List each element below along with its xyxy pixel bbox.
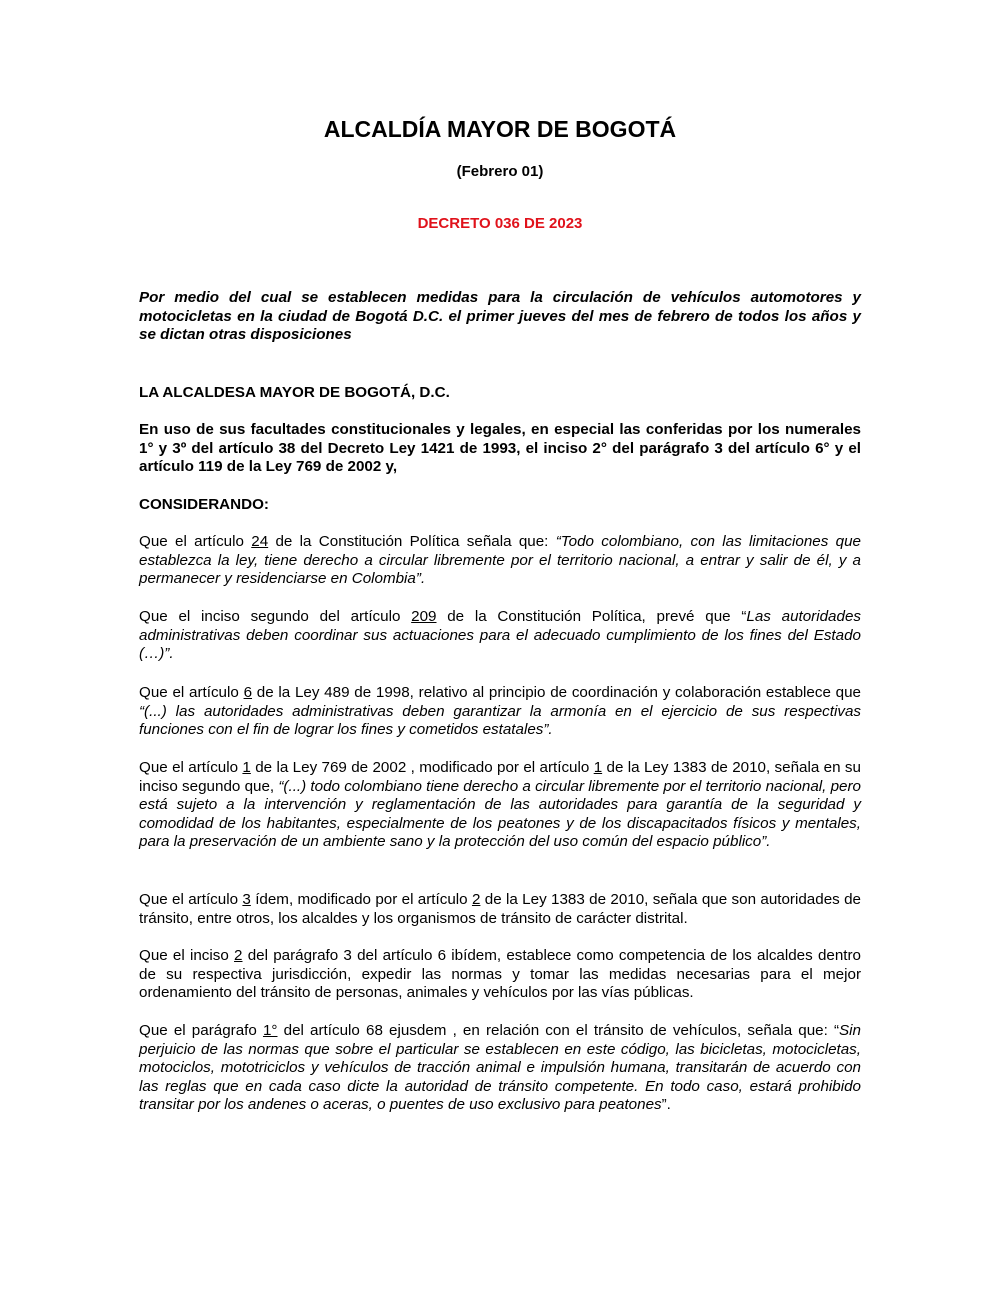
consideration-quote: Las autoridades administrativas deben coordinar sus actuaciones para el adecuado cumplimiento de los fines del Estado (…)”. (139, 608, 861, 663)
article-link[interactable]: 1 (593, 759, 603, 776)
consideration-paragraph (139, 891, 861, 928)
consideration-text: Que el artículo (139, 759, 243, 776)
consideration-text: Que el artículo (139, 684, 244, 701)
consideration-text: ”. (661, 1096, 671, 1114)
consideration-quote: “Todo colombiano, con las limitaciones que establezca la ley, tiene derecho a circular libremente por el territorio nacional, a entrar y salir de él, y a permanecer y residenciarse en Colombia”. (139, 533, 861, 588)
consideration-text: Que el inciso segundo del artículo (139, 608, 412, 625)
consideration-quote: Sin perjuicio de las normas que sobre el particular se establecen en este código, las bicicletas, motocicletas, motociclos, mototriciclos y vehículos de tracción animal e impulsión humana, transitarán de acuerdo con las reglas que en cada caso dicte la autoridad de tránsito competente. En todo caso, estará prohibido transitar por los andenes o aceras, o puentes de uso exclusivo para peatones (139, 1022, 861, 1114)
article-link[interactable]: 2 (471, 891, 481, 908)
consideration-text: de la Ley 1383 de 2010, señala que son autoridades de tránsito, entre otros, los alcaldes y los organismos de tránsito de carácter distrital. (139, 891, 861, 927)
legal-powers: En uso de sus facultades constitucionales y legales, en especial las conferidas por los numerales 1° y 3º del artículo 38 del Decreto Ley 1421 de 1993, el inciso 2° del parágrafo 3 del artículo 6° y el artículo 119 de la Ley 769 de 2002 y, (139, 421, 861, 476)
consideration-paragraph (139, 608, 861, 664)
issuing-authority: LA ALCALDESA MAYOR DE BOGOTÁ, D.C. (139, 384, 450, 401)
decree-date: (Febrero 01) (456, 163, 544, 180)
article-link[interactable]: 209 (411, 608, 437, 625)
consideration-text: del artículo 68 ejusdem , en relación con el tránsito de vehículos, señala que: “ (277, 1022, 840, 1039)
consideration-text: de la Constitución Política, prevé que “ (436, 608, 747, 625)
consideration-text: del parágrafo 3 del artículo 6 ibídem, establece como competencia de los alcaldes dentro de su respectiva jurisdicción, expedir las normas y tomar las medidas necesarias para el mejor ordenamiento del tránsito de personas, animales y vehículos por las vías públicas. (139, 947, 862, 1002)
consideration-text: de la Ley 489 de 1998, relativo al principio de coordinación y colaboración establece que (252, 684, 861, 701)
consideration-text: de la Constitución Política señala que: (268, 533, 556, 550)
consideration-paragraph (139, 947, 861, 1003)
consideration-text: de la Ley 1383 de 2010, señala en su inciso segundo que, (139, 759, 861, 795)
article-link[interactable]: 1 (242, 759, 251, 776)
consideration-text: Que el artículo (139, 533, 252, 550)
article-link[interactable]: 1° (262, 1022, 278, 1039)
consideration-text: ídem, modificado por el artículo (250, 891, 472, 908)
article-link[interactable]: 3 (242, 891, 251, 908)
consideration-paragraph (139, 533, 861, 589)
considering-heading: CONSIDERANDO: (139, 496, 269, 513)
page-title: ALCALDÍA MAYOR DE BOGOTÁ (323, 116, 677, 142)
consideration-paragraph (139, 684, 861, 740)
consideration-text: Que el artículo (139, 891, 243, 908)
article-link[interactable]: 2 (234, 947, 243, 964)
consideration-text: Que el inciso (139, 947, 235, 964)
article-link[interactable]: 24 (251, 533, 269, 550)
decree-number: DECRETO 036 DE 2023 (417, 215, 583, 232)
article-link[interactable]: 6 (243, 684, 253, 701)
decree-subject: Por medio del cual se establecen medidas para la circulación de vehículos automotores y motocicletas en la ciudad de Bogotá D.C. el primer jueves del mes de febrero de todos los años y se dictan otras disposiciones (139, 289, 861, 344)
consideration-quote: “(...) las autoridades administrativas deben garantizar la armonía en el ejercicio de sus respectivas funciones con el fin de lograr los fines y cometidos estatales”. (139, 702, 861, 739)
consideration-quote: “(...) todo colombiano tiene derecho a circular libremente por el territorio nacional, pero está sujeto a la intervención y reglamentación de las autoridades para garantía de la seguridad y comodidad de los habitantes, especialmente de los peatones y de los discapacitados físicos y mentales, para la preservación de un ambiente sano y la protección del uso común del espacio público”. (139, 777, 861, 851)
consideration-paragraph (139, 759, 861, 852)
consideration-paragraph (139, 1022, 861, 1115)
consideration-text: Que el parágrafo (139, 1022, 263, 1039)
consideration-text: de la Ley 769 de 2002 , modificado por el artículo (250, 759, 594, 776)
